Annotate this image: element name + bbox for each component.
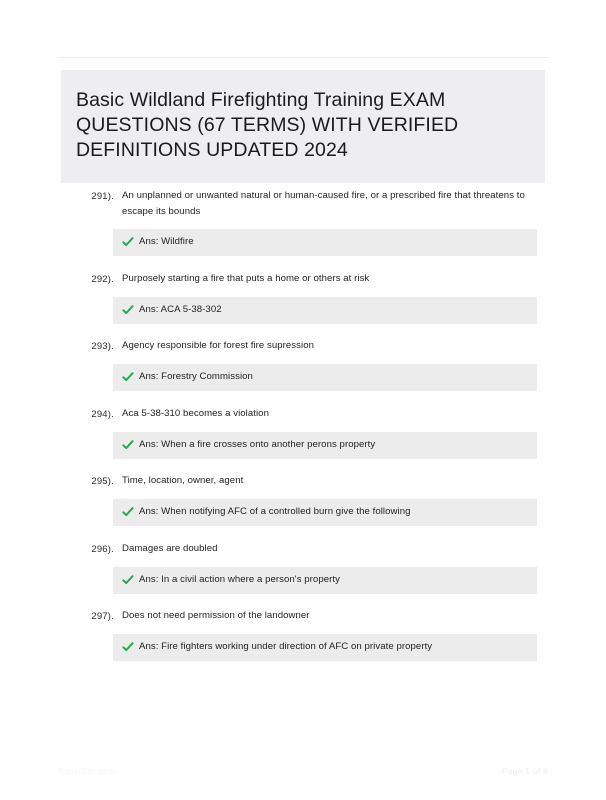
answer-text: Ans: Forestry Commission	[139, 371, 253, 382]
question-text: Aca 5-38-310 becomes a violation	[122, 407, 269, 419]
header-divider	[58, 57, 548, 58]
qa-block	[0, 541, 606, 594]
question-answer-list	[0, 188, 606, 676]
question-row	[0, 271, 606, 287]
qa-block	[0, 271, 606, 324]
qa-block	[0, 406, 606, 459]
answer-text: Ans: When a fire crosses onto another perons property	[139, 438, 376, 450]
answer-text: Ans: In a civil action where a person's property	[139, 573, 340, 585]
green-check-icon	[122, 371, 134, 383]
page-number: Page 1 of 8	[501, 766, 548, 776]
question-row	[0, 406, 606, 422]
question-row	[0, 473, 606, 489]
question-row	[0, 338, 606, 354]
answer-text: Ans: When notifying AFC of a controlled burn give the following	[139, 506, 411, 517]
green-check-icon	[122, 304, 134, 316]
green-check-icon	[122, 439, 134, 451]
question-number: 296).	[91, 543, 114, 555]
green-check-icon	[122, 236, 134, 248]
answer-bar	[113, 229, 537, 256]
question-row	[0, 541, 606, 557]
answer-bar	[113, 297, 537, 324]
answer-text: Ans: Fire fighters working under direction of AFC on private property	[139, 641, 433, 652]
question-number: 294).	[91, 408, 114, 420]
question-number: 297).	[91, 611, 114, 622]
qa-block	[0, 338, 606, 391]
question-text: Agency responsible for forest fire supression	[122, 340, 315, 351]
page-title: Basic Wildland Firefighting Training EXAM QUESTIONS (67 TERMS) WITH VERIFIED DEFINITIONS UPDATED 2024	[76, 89, 459, 161]
question-row	[0, 188, 606, 219]
answer-text: Ans: ACA 5-38-302	[139, 303, 222, 315]
qa-block	[0, 608, 606, 661]
question-text: Purposely starting a fire that puts a home or others at risk	[122, 272, 370, 284]
question-text: Time, location, owner, agent	[122, 475, 244, 486]
question-number: 291).	[91, 191, 114, 202]
green-check-icon	[122, 506, 134, 518]
page-footer	[0, 764, 606, 780]
question-row	[0, 608, 606, 624]
answer-bar	[113, 634, 537, 661]
question-number: 293).	[91, 341, 114, 352]
answer-bar	[113, 364, 537, 391]
qa-block	[0, 188, 606, 256]
answer-bar	[113, 567, 537, 594]
green-check-icon	[122, 641, 134, 653]
answer-bar	[113, 499, 537, 526]
question-text: Damages are doubled	[122, 542, 218, 554]
green-check-icon	[122, 574, 134, 586]
answer-bar	[113, 432, 537, 459]
site-watermark: PaperStic.com	[58, 766, 116, 776]
question-text: An unplanned or unwanted natural or human-caused fire, or a prescribed fire that threatens to escape its bounds	[122, 190, 525, 217]
question-number: 295).	[91, 476, 114, 487]
question-text: Does not need permission of the landowner	[122, 610, 310, 621]
qa-block	[0, 473, 606, 526]
question-number: 292).	[91, 273, 114, 285]
document-header-banner	[61, 70, 545, 183]
answer-text: Ans: Wildfire	[139, 236, 194, 247]
